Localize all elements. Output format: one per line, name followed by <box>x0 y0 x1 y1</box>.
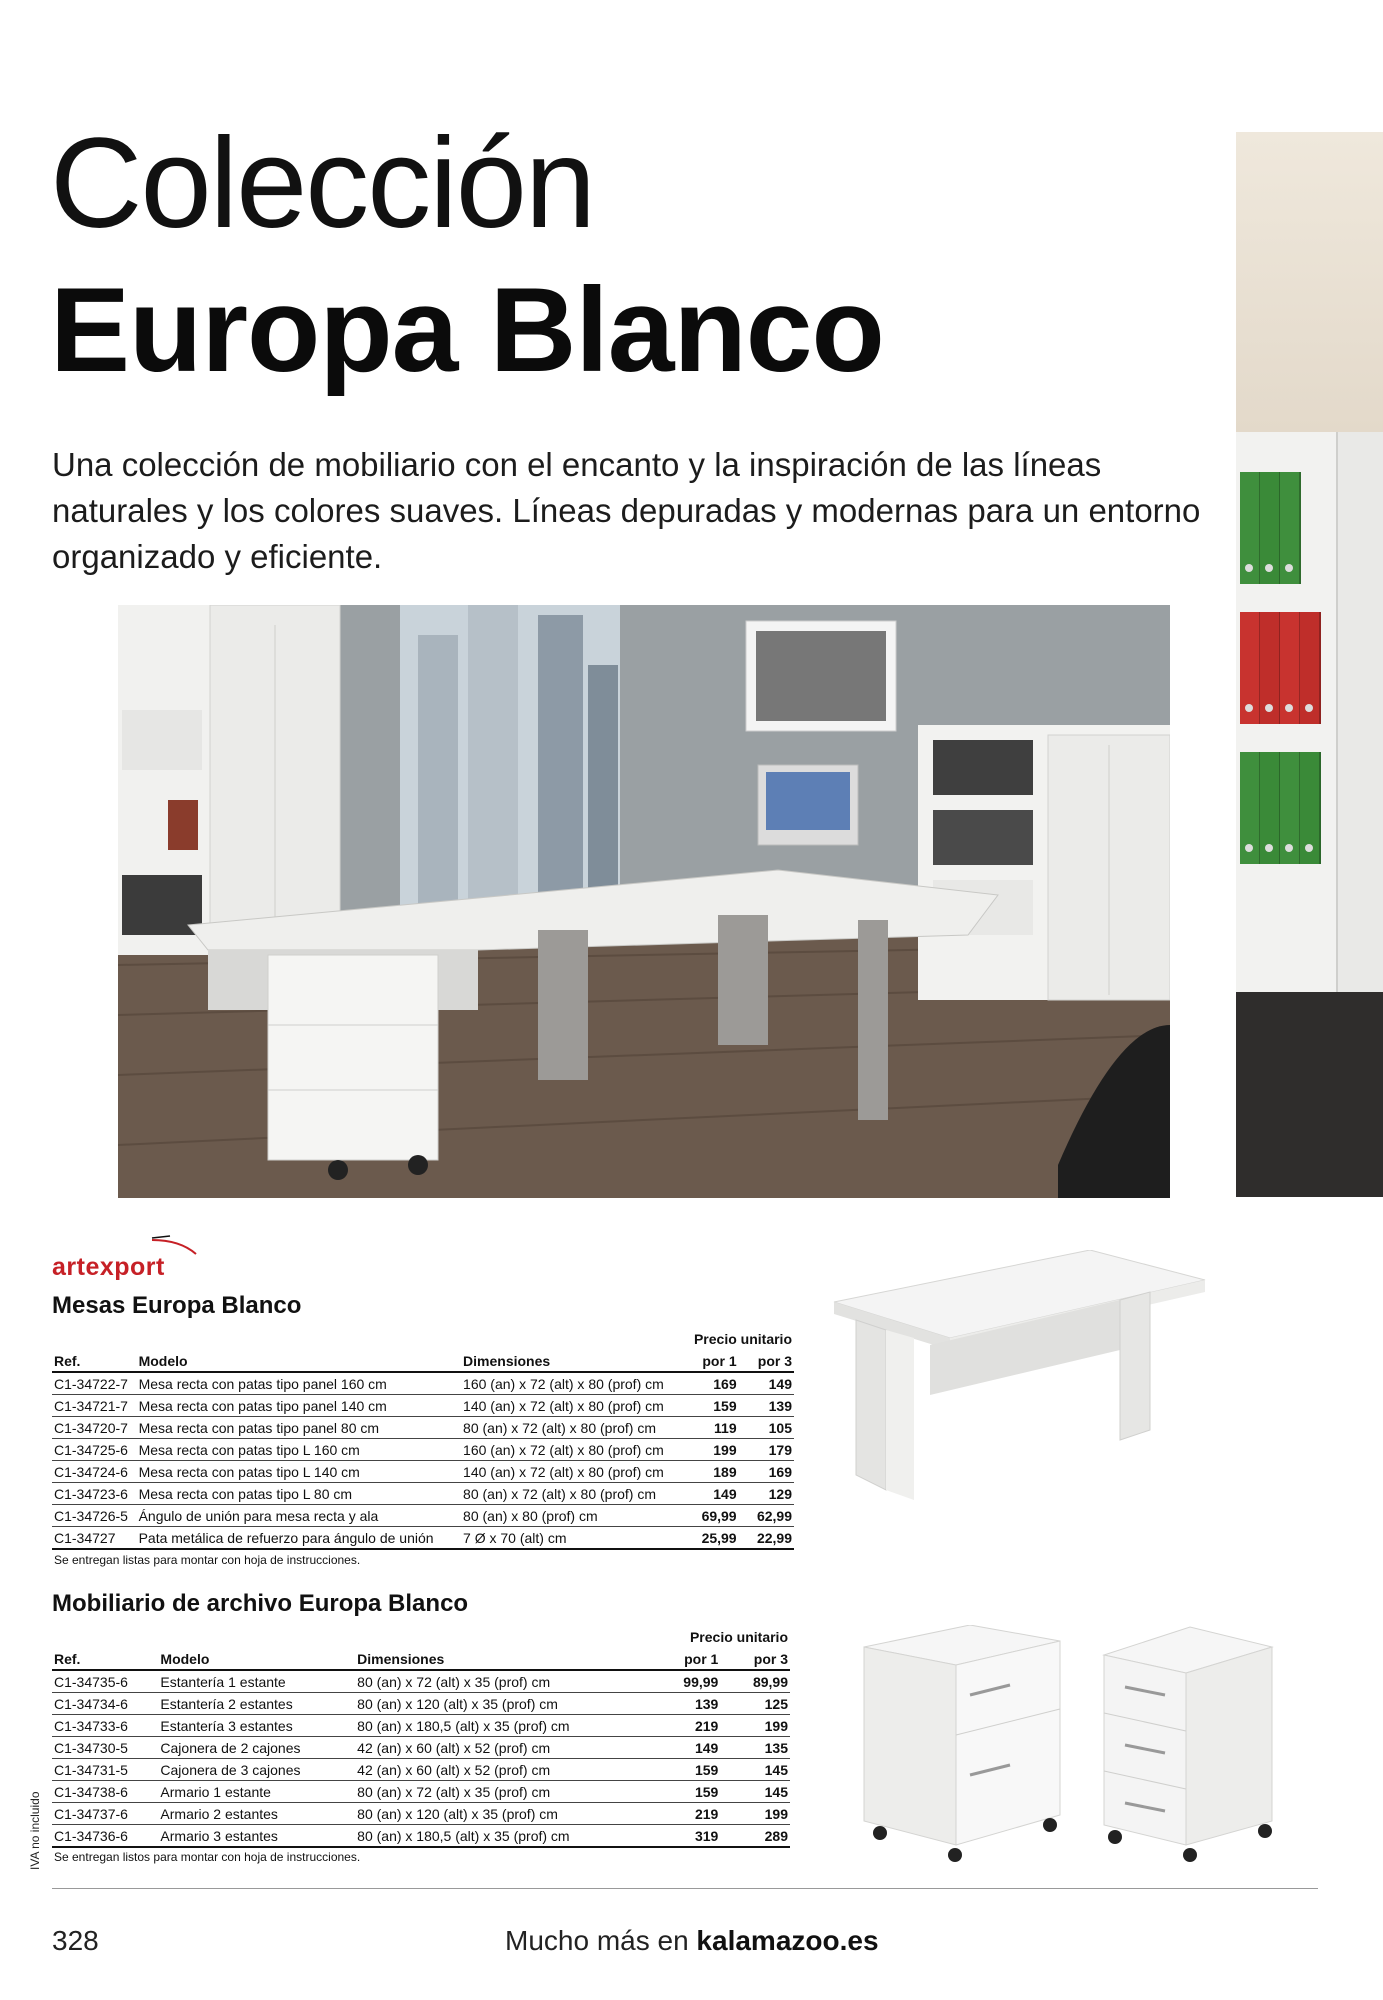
table-row <box>52 1372 794 1395</box>
col-dimensions: Dimensiones <box>461 1350 683 1372</box>
cell-price-3: 179 <box>739 1439 794 1461</box>
table-row <box>52 1483 794 1505</box>
cell-ref: C1-34723-6 <box>52 1483 137 1505</box>
cell-price-1: 25,99 <box>683 1527 738 1550</box>
cell-price-1: 159 <box>651 1781 721 1803</box>
footer-divider <box>52 1888 1318 1889</box>
cell-dimensions: 80 (an) x 180,5 (alt) x 35 (prof) cm <box>355 1825 651 1848</box>
cell-price-3: 199 <box>720 1803 790 1825</box>
cell-ref: C1-34733-6 <box>52 1715 158 1737</box>
cell-price-1: 319 <box>651 1825 721 1848</box>
cell-price-1: 189 <box>683 1461 738 1483</box>
table-row <box>52 1803 790 1825</box>
col-price-3: por 3 <box>720 1648 790 1670</box>
cell-price-1: 159 <box>651 1759 721 1781</box>
cell-ref: C1-34726-5 <box>52 1505 137 1527</box>
cell-price-3: 135 <box>720 1737 790 1759</box>
table-row <box>52 1670 790 1693</box>
cell-ref: C1-34727 <box>52 1527 137 1550</box>
cell-dimensions: 80 (an) x 80 (prof) cm <box>461 1505 683 1527</box>
cell-ref: C1-34737-6 <box>52 1803 158 1825</box>
table-row <box>52 1461 794 1483</box>
cell-model: Mesa recta con patas tipo L 140 cm <box>137 1461 461 1483</box>
price-header: Precio unitario <box>693 1331 792 1347</box>
cell-price-3: 139 <box>739 1395 794 1417</box>
cell-price-3: 145 <box>720 1781 790 1803</box>
table-row <box>52 1439 794 1461</box>
page-title-line2: Europa Blanco <box>50 263 884 397</box>
col-ref: Ref. <box>52 1350 137 1372</box>
col-ref: Ref. <box>52 1648 158 1670</box>
cell-price-3: 22,99 <box>739 1527 794 1550</box>
cell-dimensions: 80 (an) x 180,5 (alt) x 35 (prof) cm <box>355 1715 651 1737</box>
table-header-row <box>52 1350 794 1372</box>
footer-tagline <box>505 1925 879 1957</box>
table-row <box>52 1505 794 1527</box>
col-dimensions: Dimensiones <box>355 1648 651 1670</box>
cell-ref: C1-34734-6 <box>52 1693 158 1715</box>
table-row <box>52 1527 794 1550</box>
cell-price-3: 105 <box>739 1417 794 1439</box>
cell-model: Mesa recta con patas tipo panel 140 cm <box>137 1395 461 1417</box>
section-title-desks: Mesas Europa Blanco <box>52 1292 302 1319</box>
col-model: Modelo <box>137 1350 461 1372</box>
cell-model: Pata metálica de refuerzo para ángulo de unión <box>137 1527 461 1550</box>
cell-dimensions: 80 (an) x 72 (alt) x 35 (prof) cm <box>355 1670 651 1693</box>
cell-model: Mesa recta con patas tipo L 80 cm <box>137 1483 461 1505</box>
cell-dimensions: 80 (an) x 72 (alt) x 80 (prof) cm <box>461 1417 683 1439</box>
cell-model: Armario 1 estante <box>158 1781 355 1803</box>
cell-ref: C1-34724-6 <box>52 1461 137 1483</box>
cell-price-3: 129 <box>739 1483 794 1505</box>
cell-model: Armario 3 estantes <box>158 1825 355 1848</box>
cell-dimensions: 80 (an) x 72 (alt) x 35 (prof) cm <box>355 1781 651 1803</box>
footer-text: Mucho más en <box>505 1925 689 1956</box>
cell-price-3: 289 <box>720 1825 790 1848</box>
cell-model: Ángulo de unión para mesa recta y ala <box>137 1505 461 1527</box>
cell-model: Cajonera de 3 cajones <box>158 1759 355 1781</box>
brand-swoosh-icon <box>150 1234 200 1260</box>
col-price-3: por 3 <box>739 1350 794 1372</box>
table-row <box>52 1759 790 1781</box>
footer-site-link[interactable]: kalamazoo.es <box>696 1925 879 1956</box>
table-row <box>52 1715 790 1737</box>
cell-model: Mesa recta con patas tipo panel 80 cm <box>137 1417 461 1439</box>
col-price-1: por 1 <box>683 1350 738 1372</box>
table-row <box>52 1395 794 1417</box>
cell-dimensions: 7 Ø x 70 (alt) cm <box>461 1527 683 1550</box>
cell-price-1: 149 <box>683 1483 738 1505</box>
cell-ref: C1-34721-7 <box>52 1395 137 1417</box>
cell-price-1: 99,99 <box>651 1670 721 1693</box>
table-row <box>52 1737 790 1759</box>
cell-price-3: 125 <box>720 1693 790 1715</box>
section-title-storage: Mobiliario de archivo Europa Blanco <box>52 1590 469 1617</box>
cell-model: Armario 2 estantes <box>158 1803 355 1825</box>
cell-dimensions: 160 (an) x 72 (alt) x 80 (prof) cm <box>461 1372 683 1395</box>
page-number: 328 <box>52 1925 99 1956</box>
cell-price-1: 199 <box>683 1439 738 1461</box>
storage-note: Se entregan listos para montar con hoja de instrucciones. <box>54 1850 361 1864</box>
cell-dimensions: 140 (an) x 72 (alt) x 80 (prof) cm <box>461 1461 683 1483</box>
table-row <box>52 1781 790 1803</box>
cell-price-1: 139 <box>651 1693 721 1715</box>
cell-dimensions: 140 (an) x 72 (alt) x 80 (prof) cm <box>461 1395 683 1417</box>
price-header: Precio unitario <box>689 1629 788 1645</box>
cell-ref: C1-34735-6 <box>52 1670 158 1693</box>
cell-ref: C1-34731-5 <box>52 1759 158 1781</box>
vat-note: IVA no incluido <box>28 1791 42 1870</box>
cell-price-3: 199 <box>720 1715 790 1737</box>
cell-price-1: 149 <box>651 1737 721 1759</box>
cell-price-1: 119 <box>683 1417 738 1439</box>
office-photo <box>118 605 1170 1198</box>
cell-model: Estantería 3 estantes <box>158 1715 355 1737</box>
cell-price-3: 169 <box>739 1461 794 1483</box>
cell-price-3: 145 <box>720 1759 790 1781</box>
cell-price-1: 219 <box>651 1803 721 1825</box>
cell-dimensions: 80 (an) x 120 (alt) x 35 (prof) cm <box>355 1803 651 1825</box>
cell-model: Mesa recta con patas tipo panel 160 cm <box>137 1372 461 1395</box>
page-title-line1: Colección <box>50 112 595 255</box>
cell-price-1: 219 <box>651 1715 721 1737</box>
table-row <box>52 1825 790 1848</box>
cell-ref: C1-34725-6 <box>52 1439 137 1461</box>
cell-price-1: 69,99 <box>683 1505 738 1527</box>
cell-dimensions: 80 (an) x 72 (alt) x 80 (prof) cm <box>461 1483 683 1505</box>
cell-dimensions: 80 (an) x 120 (alt) x 35 (prof) cm <box>355 1693 651 1715</box>
cell-price-1: 159 <box>683 1395 738 1417</box>
desks-price-table <box>52 1328 794 1550</box>
cell-ref: C1-34736-6 <box>52 1825 158 1848</box>
table-row <box>52 1417 794 1439</box>
desks-note: Se entregan listas para montar con hoja de instrucciones. <box>54 1553 361 1567</box>
col-model: Modelo <box>158 1648 355 1670</box>
cell-ref: C1-34730-5 <box>52 1737 158 1759</box>
side-photo-shelves <box>1236 132 1383 1197</box>
cell-price-3: 149 <box>739 1372 794 1395</box>
cell-ref: C1-34720-7 <box>52 1417 137 1439</box>
cell-dimensions: 42 (an) x 60 (alt) x 52 (prof) cm <box>355 1759 651 1781</box>
brand-logo: artexport <box>52 1253 165 1281</box>
intro-paragraph: Una colección de mobiliario con el encanto y la inspiración de las líneas naturales y los colores suaves. Líneas depuradas y modernas para un entorno organizado y eficiente. <box>52 446 1201 575</box>
table-row <box>52 1693 790 1715</box>
cell-ref: C1-34738-6 <box>52 1781 158 1803</box>
cell-ref: C1-34722-7 <box>52 1372 137 1395</box>
cell-price-1: 169 <box>683 1372 738 1395</box>
cell-model: Estantería 2 estantes <box>158 1693 355 1715</box>
cell-model: Cajonera de 2 cajones <box>158 1737 355 1759</box>
cell-model: Mesa recta con patas tipo L 160 cm <box>137 1439 461 1461</box>
cell-dimensions: 42 (an) x 60 (alt) x 52 (prof) cm <box>355 1737 651 1759</box>
col-price-1: por 1 <box>651 1648 721 1670</box>
cell-price-3: 89,99 <box>720 1670 790 1693</box>
cell-price-3: 62,99 <box>739 1505 794 1527</box>
desk-product-image <box>830 1250 1210 1510</box>
cell-dimensions: 160 (an) x 72 (alt) x 80 (prof) cm <box>461 1439 683 1461</box>
cell-model: Estantería 1 estante <box>158 1670 355 1693</box>
table-header-row <box>52 1648 790 1670</box>
storage-price-table <box>52 1626 790 1848</box>
pedestal-product-image <box>860 1625 1280 1865</box>
